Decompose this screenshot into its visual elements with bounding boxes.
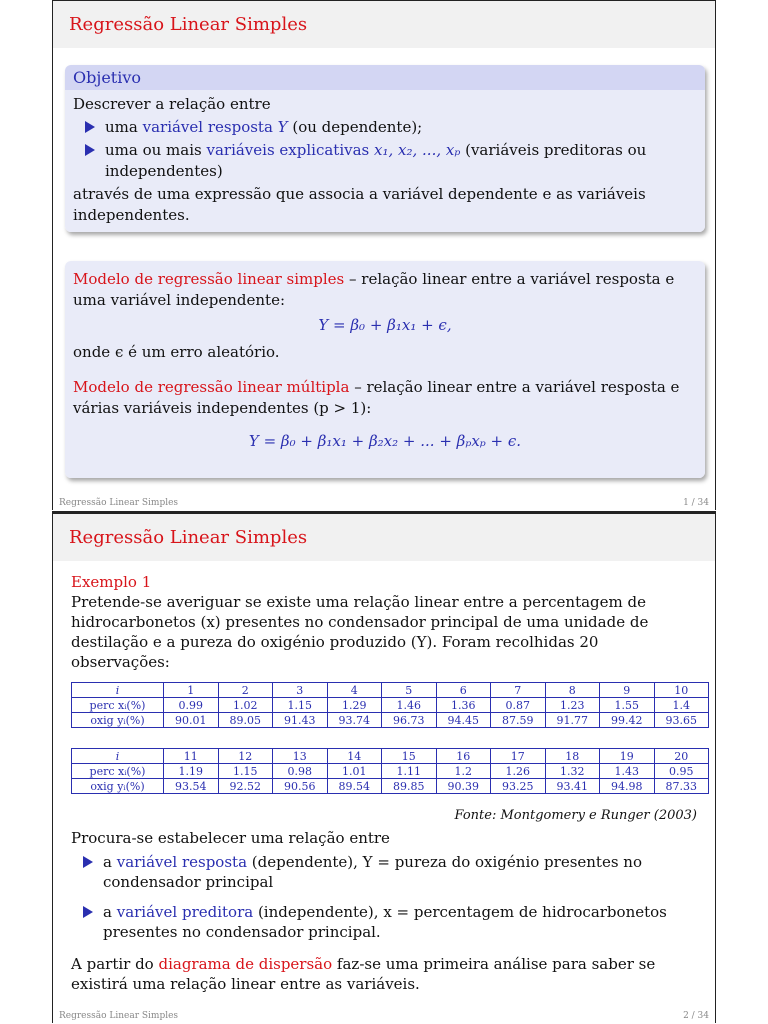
table-row bbox=[72, 779, 709, 794]
table-cell: 1.15 bbox=[273, 698, 328, 713]
table-cell: 19 bbox=[600, 749, 655, 764]
fonte-citation: Fonte: Montgomery e Runger (2003) bbox=[454, 808, 697, 823]
table-cell: 20 bbox=[654, 749, 709, 764]
slide-1-title-bar bbox=[53, 1, 715, 48]
table-row bbox=[72, 698, 709, 713]
table-cell: 89.05 bbox=[218, 713, 273, 728]
table-row bbox=[72, 713, 709, 728]
data-table-1 bbox=[71, 682, 709, 728]
procura-text: Procura-se estabelecer uma relação entre bbox=[71, 829, 390, 847]
objetivo-bullet-2: uma ou mais variáveis explicativas x₁, x₂, ..., xₚ (variáveis preditoras ou independentes) bbox=[85, 140, 697, 182]
table-cell: 90.01 bbox=[164, 713, 219, 728]
bullet-triangle-icon bbox=[85, 144, 95, 156]
exemplo-text: Pretende-se averiguar se existe uma relação linear entre a percentagem de hidrocarbonetos (x) presentes no condensador principal de uma unidade de destilação e a pureza do oxigénio produzido (Y). Foram recolhidas 20 observações: bbox=[71, 593, 649, 671]
equation-simple: Y = β₀ + β₁x₁ + ϵ, bbox=[318, 316, 452, 334]
slide-2-footer bbox=[53, 1009, 715, 1023]
table-cell: 96.73 bbox=[382, 713, 437, 728]
table-cell: 4 bbox=[327, 683, 382, 698]
table-cell: 5 bbox=[382, 683, 437, 698]
table-cell: 1.26 bbox=[491, 764, 546, 779]
table-cell: 93.41 bbox=[545, 779, 600, 794]
objetivo-block bbox=[65, 65, 705, 232]
exemplo-label: Exemplo 1 bbox=[71, 573, 152, 591]
table-cell: 1.2 bbox=[436, 764, 491, 779]
row-label: perc xᵢ(%) bbox=[72, 764, 164, 779]
slide-2 bbox=[52, 513, 716, 1023]
table-cell: 12 bbox=[218, 749, 273, 764]
objetivo-intro: Descrever a relação entre bbox=[73, 95, 271, 113]
table-cell: 93.25 bbox=[491, 779, 546, 794]
table-cell: 7 bbox=[491, 683, 546, 698]
table-cell: 1.43 bbox=[600, 764, 655, 779]
row-label: oxig yᵢ(%) bbox=[72, 779, 164, 794]
final-text: A partir do diagrama de dispersão faz-se uma primeira análise para saber se existirá uma relação linear entre as variáveis. bbox=[71, 955, 656, 993]
table-cell: 1.4 bbox=[654, 698, 709, 713]
table-cell: 2 bbox=[218, 683, 273, 698]
footer-title: Regressão Linear Simples bbox=[59, 498, 179, 508]
table-cell: 87.33 bbox=[654, 779, 709, 794]
table-cell: 9 bbox=[600, 683, 655, 698]
table-cell: 1.36 bbox=[436, 698, 491, 713]
table-cell: 0.99 bbox=[164, 698, 219, 713]
objetivo-closing: através de uma expressão que associa a variável dependente e as variáveis independentes. bbox=[73, 185, 646, 224]
modelo-block bbox=[65, 261, 705, 478]
variavel-resposta-term: variável resposta bbox=[142, 118, 273, 136]
table-cell: 1.32 bbox=[545, 764, 600, 779]
table-cell: 13 bbox=[273, 749, 328, 764]
table-row bbox=[72, 683, 709, 698]
row-label: oxig yᵢ(%) bbox=[72, 713, 164, 728]
table-cell: 92.52 bbox=[218, 779, 273, 794]
table-cell: 93.65 bbox=[654, 713, 709, 728]
slide-1-footer bbox=[53, 496, 715, 510]
erro-text: onde ϵ é um erro aleatório. bbox=[73, 343, 280, 361]
variavel-resposta-term: variável resposta bbox=[116, 853, 248, 871]
table-cell: 90.56 bbox=[273, 779, 328, 794]
table-cell: 99.42 bbox=[600, 713, 655, 728]
table-cell: 1 bbox=[164, 683, 219, 698]
table-cell: 1.19 bbox=[164, 764, 219, 779]
bullet-triangle-icon bbox=[83, 906, 93, 918]
table-cell: 0.95 bbox=[654, 764, 709, 779]
footer-title: Regressão Linear Simples bbox=[59, 1011, 179, 1021]
table-cell: 1.29 bbox=[327, 698, 382, 713]
table-cell: 89.54 bbox=[327, 779, 382, 794]
objetivo-bullet-1: uma variável resposta Y (ou dependente); bbox=[85, 117, 697, 138]
table-cell: 1.46 bbox=[382, 698, 437, 713]
table-cell: 1.11 bbox=[382, 764, 437, 779]
table-cell: 16 bbox=[436, 749, 491, 764]
table-cell: 93.74 bbox=[327, 713, 382, 728]
row-label: i bbox=[72, 683, 164, 698]
row-label: i bbox=[72, 749, 164, 764]
table-cell: 15 bbox=[382, 749, 437, 764]
procura-bullet-2: a variável preditora (independente), x = percentagem de hidrocarbonetos presentes no condensador principal. bbox=[83, 902, 701, 942]
exemplo-section bbox=[71, 572, 701, 672]
procura-bullet-1: a variável resposta (dependente), Y = pureza do oxigénio presentes no condensador principal bbox=[83, 852, 701, 892]
variaveis-explicativas-term: variáveis explicativas bbox=[206, 141, 370, 159]
table-cell: 18 bbox=[545, 749, 600, 764]
table-cell: 8 bbox=[545, 683, 600, 698]
table-cell: 1.01 bbox=[327, 764, 382, 779]
table-cell: 93.54 bbox=[164, 779, 219, 794]
table-cell: 94.45 bbox=[436, 713, 491, 728]
diagrama-dispersao-term: diagrama de dispersão bbox=[158, 955, 333, 973]
table-cell: 3 bbox=[273, 683, 328, 698]
data-table-2 bbox=[71, 748, 709, 794]
table-cell: 1.15 bbox=[218, 764, 273, 779]
objetivo-heading: Objetivo bbox=[65, 65, 705, 90]
table-row bbox=[72, 764, 709, 779]
table-cell: 6 bbox=[436, 683, 491, 698]
table-cell: 17 bbox=[491, 749, 546, 764]
table-cell: 87.59 bbox=[491, 713, 546, 728]
objetivo-body bbox=[65, 90, 705, 232]
row-label: perc xᵢ(%) bbox=[72, 698, 164, 713]
modelo-simples: Modelo de regressão linear simples – relação linear entre a variável resposta e uma variável independente: bbox=[73, 270, 675, 309]
table-cell: 90.39 bbox=[436, 779, 491, 794]
table-cell: 0.98 bbox=[273, 764, 328, 779]
slide-2-title-bar bbox=[53, 514, 715, 561]
table-cell: 89.85 bbox=[382, 779, 437, 794]
table-cell: 11 bbox=[164, 749, 219, 764]
equation-multiple: Y = β₀ + β₁x₁ + β₂x₂ + ... + βₚxₚ + ϵ. bbox=[248, 432, 522, 450]
slide-1-title: Regressão Linear Simples bbox=[69, 14, 308, 35]
table-row bbox=[72, 749, 709, 764]
table-cell: 1.55 bbox=[600, 698, 655, 713]
procura-section bbox=[71, 828, 701, 994]
modelo-multipla: Modelo de regressão linear múltipla – relação linear entre a variável resposta e várias variáveis independentes (p > 1): bbox=[73, 378, 680, 417]
table-cell: 91.43 bbox=[273, 713, 328, 728]
table-cell: 1.02 bbox=[218, 698, 273, 713]
bullet-triangle-icon bbox=[85, 121, 95, 133]
slide-2-title: Regressão Linear Simples bbox=[69, 527, 308, 548]
bullet-triangle-icon bbox=[83, 856, 93, 868]
table-cell: 1.23 bbox=[545, 698, 600, 713]
variavel-preditora-term: variável preditora bbox=[116, 903, 254, 921]
slide-1 bbox=[52, 0, 716, 510]
page-number: 2 / 34 bbox=[683, 1011, 709, 1021]
table-cell: 14 bbox=[327, 749, 382, 764]
table-cell: 0.87 bbox=[491, 698, 546, 713]
table-cell: 91.77 bbox=[545, 713, 600, 728]
table-cell: 10 bbox=[654, 683, 709, 698]
table-cell: 94.98 bbox=[600, 779, 655, 794]
page-number: 1 / 34 bbox=[683, 498, 709, 508]
